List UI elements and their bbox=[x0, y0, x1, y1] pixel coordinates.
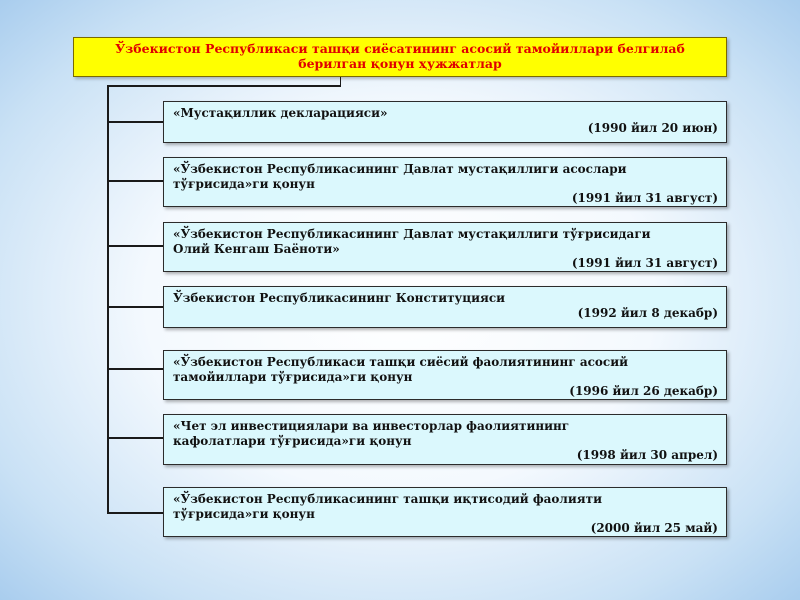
document-box bbox=[163, 350, 727, 400]
connector-branch bbox=[107, 512, 163, 514]
document-date: (1998 йил 30 апрел) bbox=[576, 448, 718, 462]
diagram-header bbox=[73, 37, 727, 77]
connector-branch bbox=[107, 368, 163, 370]
document-title: «Мустақиллик декларацияси» bbox=[173, 106, 388, 120]
connector-branch bbox=[107, 306, 163, 308]
document-box bbox=[163, 414, 727, 465]
document-title: «Чет эл инвестициялари ва инвесторлар фаолиятининг кафолатлари тўғрисида»ги қонун bbox=[173, 419, 570, 448]
document-date: (1996 йил 26 декабр) bbox=[569, 384, 718, 398]
document-title: «Ўзбекистон Республикаси ташқи сиёсий фаолиятининг асосий тамойиллари тўғрисида»ги қонун bbox=[173, 355, 629, 384]
document-title: «Ўзбекистон Республикасининг ташқи иқтисодий фаолияти тўғрисида»ги қонун bbox=[173, 492, 602, 521]
connector-branch bbox=[107, 121, 163, 123]
connector-trunk bbox=[107, 85, 109, 514]
connector-branch bbox=[107, 437, 163, 439]
document-title: «Ўзбекистон Республикасининг Давлат мустақиллиги тўғрисидаги Олий Кенгаш Баёноти» bbox=[173, 227, 651, 256]
document-box bbox=[163, 157, 727, 207]
document-box bbox=[163, 101, 727, 143]
document-date: (1991 йил 31 август) bbox=[571, 191, 718, 205]
document-box bbox=[163, 286, 727, 328]
document-title: Ўзбекистон Республикасининг Конституцияси bbox=[173, 291, 506, 305]
document-date: (1991 йил 31 август) bbox=[571, 256, 718, 270]
document-date: (2000 йил 25 май) bbox=[590, 521, 718, 535]
document-date: (1992 йил 8 декабр) bbox=[577, 305, 718, 320]
document-date: (1990 йил 20 июн) bbox=[587, 120, 718, 135]
document-title: «Ўзбекистон Республикасининг Давлат мустақиллиги асослари тўғрисида»ги қонун bbox=[173, 162, 627, 191]
diagram-header-title: Ўзбекистон Республикаси ташқи сиёсатининг асосий тамойиллари белгилаб берилган қонун ҳужжатлар bbox=[115, 41, 685, 71]
document-box bbox=[163, 222, 727, 272]
connector-branch bbox=[107, 245, 163, 247]
connector-branch bbox=[107, 180, 163, 182]
connector-top-horizontal bbox=[107, 85, 341, 87]
document-box bbox=[163, 487, 727, 537]
